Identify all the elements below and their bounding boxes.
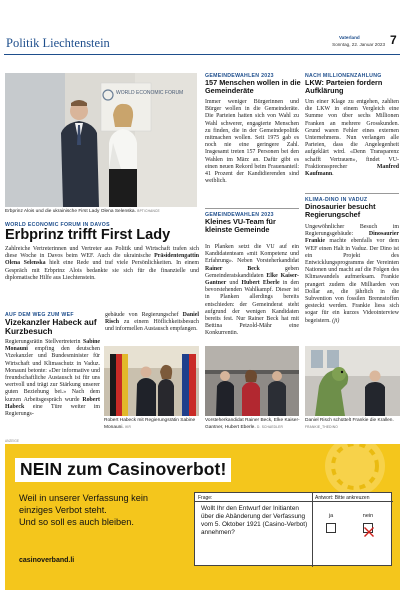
vu-bold: Hubert Eberle [241,280,280,287]
gemeinderat-kicker: GEMEINDEWAHLEN 2023 [205,73,274,79]
column-rule [305,193,399,194]
habeck-headline: Vizekanzler Habeck auf Kurzbesuch [5,317,97,336]
habeck-text: gebäude von Regierungschef [105,312,183,318]
lkw-kicker: NACH MILLIONENZAHLUNG [305,73,382,79]
ad-url-link[interactable]: casinoverband.li [19,557,75,564]
casino-ad[interactable] [5,444,400,590]
cross-mark-icon [364,527,374,537]
habeck-credit: IKR [125,425,131,429]
lead-photo [5,73,197,207]
vu-headline: Kleines VU-Team für kleinste Gemeinde [205,217,276,234]
habeck-bold: Daniel Risch [105,312,199,326]
klima-kicker: KLIMA-DINO IN VADUZ [305,197,368,203]
vu-credit: D. SCHAEDLER [257,425,283,429]
vu-bold: Rainer Beck [205,265,260,272]
habeck-photo [104,346,199,416]
lead-body-part: Zahlreiche Vertreterinnen und Vertreter aus Politik und Wirtschaft trafen sich diese Woche in Davos beim WEF. Auch die ukrainische [5,246,199,260]
lead-caption-text: Erbprinz Alois und die ukrainische First Lady Olena Selenska. [5,209,136,214]
ballot-question: Wollt Ihr den Entwurf der Initianten über die Abänderung der Verfassung vom 5. Oktober 1921 (Casino-Verbot) annehmen? [201,505,308,536]
ad-text-line: Weil in unserer Verfassung kein [19,493,149,503]
lkw-text: Um einer Klage zu entgehen, zahlten die LKW in einem Vergleich eine Summe von über sechs Millionen Franken an mehrere Grosskunden. Grund waren Fehler eines externen Unternehmens. Nun verlangen alle Parteien, dass die Angelegenheit aufgeklärt wird. «Denn Transparenz schafft Vertrauen», findet VU-Fraktionssprecher [305,99,399,170]
habeck-body-col1 [5,339,100,418]
vu-text: geben Gemeinderatskandidaten [205,265,299,279]
lkw-body [305,99,399,178]
page-number: 7 [390,33,397,47]
vu-body [205,244,299,338]
ad-text [19,492,148,528]
ad-text-line: Und so soll es auch bleiben. [19,517,134,527]
ad-label: ANZEIGE [5,439,19,443]
ballot-nein-checkbox[interactable] [363,523,373,533]
header-rule [4,54,400,55]
ballot-answer-label: Antwort: Bitte ankreuzen [315,494,370,501]
lkw-bold: Manfred Kaufmann [305,163,399,178]
klima-text: Ungewöhnlicher Besuch im Regierungsgebäude: [305,224,399,238]
klima-caption [305,418,400,431]
ballot-nein-label: nein [362,513,374,519]
brand-logo: Vaterland [339,35,360,40]
lkw-text: . [332,171,334,178]
klima-signature: (ji) [332,317,340,324]
column-rule [205,208,299,209]
habeck-caption [104,418,199,431]
vu-text: In Planken setzt die VU auf ein Kandidatenteam «mit Kompetenz und Erfahrung». Neben Vorsteherkandidat [205,244,299,265]
issue-date: Sonntag, 22. Januar 2023 [332,41,385,47]
klima-headline: Dinosaurier besucht Regierungschef [305,202,376,219]
ballot-box [194,492,392,566]
vu-text: und [226,280,242,287]
habeck-bold: Sabine Monauni [5,339,100,353]
lead-body [5,246,199,282]
ad-headline [15,458,231,482]
ballot-question-label: Frage: [198,494,213,501]
vu-kicker: GEMEINDEWAHLEN 2023 [205,212,274,218]
klima-bold: Dinosaurier Frankie [305,231,399,245]
lead-credit: BPT/CHANCE [137,209,160,213]
klima-text: machte ebenfalls vor dem WEF einen Halt in Vaduz. Der Dino ist ein Projekt des Entwicklungsprogramms der Vereinten Nationen und macht auf die Folgen des Klimawandels aufmerksam. Frankie prangert zudem die Milliarden von Dollar an, die jährlich in die Subvention von fossilen Brennstoffen gesteckt werden. Frankie liess sich sogar für ein kurzes Videointerview begeistern. [305,238,399,324]
lead-body-part: hielt eine Rede und traf viele Persönlichkeiten. In einem Gespräch mit Erbprinz Alois bedankte sie sich für die finanzielle und diplomatische Hilfe aus Liechtenstein. [5,260,199,281]
poster-text: WORLD ECONOMIC FORUM [116,90,184,96]
ballot-ja-checkbox[interactable] [326,523,336,533]
lead-headline: Erbprinz trifft First Lady [5,227,171,243]
habeck-text: zu einem Höflichkeitsbesuch und informellen Austausch empfangen. [105,319,199,333]
vu-text: in den bevorstehenden Wahlkampf. Dieser ist in Planken allerdings bereits entschieden: der Gemeinderat steht aufgrund der wenigen Kandidaten bereits fest. Nur Rainer Beck hat mit Bettina Petzold-Mähr eine Konkurrentin. [205,280,300,337]
gemeinderat-body: Immer weniger Bürgerinnen und Bürger wollen in die Gemeinderäte. Die Parteien hatten sich von Wahl zu Wahl schwerer, engagierte Menschen zu finden, die in der Gemeindepolitik mitmachen wollen. Seit 1975 gab es noch nie eine geringere Zahl. Insgesamt treten 157 Personen bei den Wahlen im März an. Dafür gibt es einen neuen Rekord beim Frauenanteil: 41 Prozent der Kandidierenden sind weiblich. [205,99,299,185]
habeck-bold: Robert Habeck [5,396,100,410]
habeck-text: Regierungsrätin Stellvertreterin [5,339,83,345]
klima-photo [305,346,400,416]
klima-caption-text: Daniel Risch schüttelt Frankie die Krallen. [305,418,394,423]
section-title: Politik Liechtenstein [6,36,110,50]
habeck-text: eine Türe weiter im Regierungs- [5,403,100,418]
habeck-text: empfing den deutschen Vizekanzler und Bundesminister für Wirtschaft und Klimaschutz in Vaduz. Monauni betonte: «Der informative und freundschaftliche Austausch ist für uns wertvoll und trägt zur Stärkung unserer guten Beziehung bei.» Nach dem kurzen Arbeitsgespräch wurde [5,346,100,403]
vu-photo [205,346,299,416]
vu-caption-text: Vorsteherkandidat Rainer Beck, Elke Kaiser-Gantner, Hubert Eberle. [205,418,300,430]
vu-caption [205,418,300,431]
lead-kicker: WORLD ECONOMIC FORUM IN DAVOS [5,222,110,228]
habeck-caption-text: Robert Habeck mit Regierungsrätin Sabine Monauni. [104,418,196,430]
klima-body [305,224,399,325]
habeck-kicker: AUF DEM WEG ZUM WEF [5,312,74,318]
ballot-ja-label: ja [328,513,334,519]
lead-caption [5,208,197,215]
ballot-header [195,493,393,502]
habeck-body-col2 [105,312,199,334]
gemeinderat-headline: 157 Menschen wollen in die Gemeinderäte [205,78,301,95]
ad-headline-text: NEIN zum Casinoverbot! [20,459,227,479]
page-header [0,0,404,70]
lkw-headline: LKW: Parteien fordern Aufklärung [305,78,383,95]
lead-body-bold: Präsidentengattin Olena Selenska [5,253,199,267]
vu-bold: Elke Kaiser-Gantner [205,272,300,287]
ballot-divider [312,493,313,567]
klima-credit: FRANKIE_THEDINO [305,425,338,429]
ad-text-line: einziges Verbot steht. [19,505,107,515]
